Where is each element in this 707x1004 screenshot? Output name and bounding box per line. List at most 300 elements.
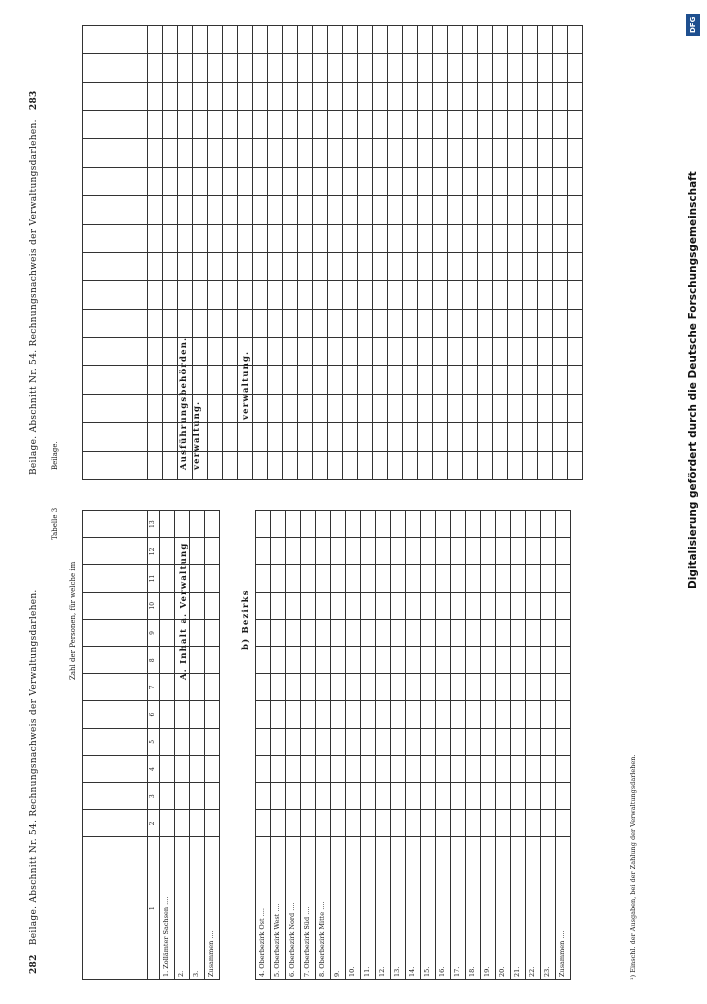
table-cell (406, 755, 421, 782)
table-cell (541, 728, 556, 755)
table-cell (388, 82, 403, 110)
table-cell (343, 167, 358, 195)
col-no: 7 (148, 674, 160, 701)
header-cell (83, 810, 148, 837)
table-cell (388, 451, 403, 479)
table-cell (421, 701, 436, 728)
table-cell (268, 281, 283, 309)
table-cell (496, 592, 511, 619)
table-row (148, 26, 163, 480)
table-cell (346, 511, 361, 538)
table-cell (328, 423, 343, 451)
table-cell (238, 253, 253, 281)
table-cell (343, 394, 358, 422)
table-cell (493, 281, 508, 309)
table-cell (418, 167, 433, 195)
col-no: 1 (148, 837, 160, 980)
table-cell (256, 511, 271, 538)
table-cell (448, 394, 463, 422)
table-cell (190, 728, 205, 755)
table-cell (433, 111, 448, 139)
table-cell (346, 674, 361, 701)
table-cell (418, 139, 433, 167)
table-cell (481, 565, 496, 592)
table-cell: 6. Oberbezirk Nord .... (286, 837, 301, 980)
table-cell (421, 755, 436, 782)
table-cell (553, 82, 568, 110)
table-cell (298, 224, 313, 252)
right-section-b: verwaltung. (192, 400, 202, 470)
table-cell (388, 309, 403, 337)
table-cell (83, 167, 148, 195)
table-cell (313, 309, 328, 337)
table-cell (403, 54, 418, 82)
table-cell (448, 224, 463, 252)
table-cell (160, 511, 175, 538)
table-cell (553, 111, 568, 139)
table-cell (418, 451, 433, 479)
table-cell (526, 674, 541, 701)
table-cell (313, 253, 328, 281)
table-cell (481, 755, 496, 782)
table-cell (568, 366, 583, 394)
col-no: 8 (148, 647, 160, 674)
table-cell (83, 338, 148, 366)
table-cell (190, 538, 205, 565)
table-cell (388, 196, 403, 224)
table-cell (466, 647, 481, 674)
table-cell (83, 111, 148, 139)
table-cell (343, 338, 358, 366)
table-cell (238, 281, 253, 309)
table-row (253, 26, 268, 480)
table-cell (526, 810, 541, 837)
table-cell (148, 54, 163, 82)
table-cell (328, 82, 343, 110)
table-cell (301, 810, 316, 837)
table-cell (346, 592, 361, 619)
table-cell (160, 728, 175, 755)
table-cell: 5. Oberbezirk West .... (271, 837, 286, 980)
table-cell (343, 451, 358, 479)
table-cell (331, 783, 346, 810)
table-cell (193, 111, 208, 139)
table-cell (538, 253, 553, 281)
table-cell (541, 701, 556, 728)
table-cell (316, 728, 331, 755)
table-row (205, 511, 220, 980)
table-cell (223, 338, 238, 366)
table-row (271, 511, 286, 980)
table-cell (523, 224, 538, 252)
table-cell (538, 167, 553, 195)
table-cell (253, 281, 268, 309)
table-cell (298, 423, 313, 451)
table-row (316, 511, 331, 980)
table-cell (313, 196, 328, 224)
table-cell (175, 511, 190, 538)
table-cell (205, 810, 220, 837)
table-cell (403, 423, 418, 451)
table-cell (83, 139, 148, 167)
table-cell (313, 26, 328, 54)
table-cell (256, 755, 271, 782)
table-cell (553, 451, 568, 479)
table-cell (286, 565, 301, 592)
table-cell (418, 111, 433, 139)
table-cell (403, 224, 418, 252)
dfg-watermark (683, 4, 705, 1004)
column-number-row (148, 511, 160, 980)
table-cell (208, 54, 223, 82)
table-cell (301, 701, 316, 728)
table-cell (493, 26, 508, 54)
table-cell (481, 674, 496, 701)
table-cell (523, 139, 538, 167)
table-cell (523, 338, 538, 366)
table-cell (163, 253, 178, 281)
table-row (496, 511, 511, 980)
table-cell (205, 755, 220, 782)
col-no: 3 (148, 783, 160, 810)
table-cell (478, 281, 493, 309)
left-table-b (255, 510, 571, 980)
table-cell (538, 26, 553, 54)
table-cell (238, 423, 253, 451)
table-cell (478, 423, 493, 451)
table-cell (175, 701, 190, 728)
table-cell (463, 196, 478, 224)
table-cell (205, 538, 220, 565)
table-cell (160, 701, 175, 728)
table-cell (541, 810, 556, 837)
table-cell (343, 309, 358, 337)
table-cell (418, 281, 433, 309)
table-cell (286, 674, 301, 701)
table-cell (523, 451, 538, 479)
table-cell (193, 167, 208, 195)
table-cell (343, 281, 358, 309)
header-right (30, 84, 40, 475)
table-cell (568, 281, 583, 309)
table-cell (328, 26, 343, 54)
table-cell (358, 366, 373, 394)
table-cell (418, 394, 433, 422)
table-cell (538, 394, 553, 422)
rotated-scan (30, 20, 660, 980)
table-cell (343, 224, 358, 252)
table-cell (301, 647, 316, 674)
table-cell (493, 82, 508, 110)
table-cell (478, 26, 493, 54)
table-cell (403, 281, 418, 309)
table-cell (481, 701, 496, 728)
table-cell (556, 701, 571, 728)
table-cell (298, 394, 313, 422)
table-cell (298, 26, 313, 54)
table-cell (556, 674, 571, 701)
table-cell (526, 565, 541, 592)
table-cell (205, 674, 220, 701)
table-cell (373, 366, 388, 394)
table-cell (331, 647, 346, 674)
table-cell (256, 538, 271, 565)
table-cell (316, 619, 331, 646)
table-cell (451, 647, 466, 674)
table-cell (83, 309, 148, 337)
table-cell (358, 82, 373, 110)
table-cell (463, 26, 478, 54)
table-cell (298, 338, 313, 366)
table-cell (148, 224, 163, 252)
table-cell (328, 394, 343, 422)
table-cell (448, 281, 463, 309)
table-cell (421, 728, 436, 755)
table-cell (238, 139, 253, 167)
table-cell (556, 592, 571, 619)
table-row (343, 26, 358, 480)
table-cell: 15. (421, 837, 436, 980)
table-cell (406, 728, 421, 755)
table-cell (493, 111, 508, 139)
table-cell (223, 423, 238, 451)
table-cell (331, 810, 346, 837)
table-cell (328, 309, 343, 337)
table-cell (83, 26, 148, 54)
table-cell (463, 423, 478, 451)
page-number-left: 282 (29, 954, 39, 974)
table-cell (478, 253, 493, 281)
table-cell (451, 674, 466, 701)
table-cell (331, 728, 346, 755)
table-cell (403, 82, 418, 110)
table-cell (421, 538, 436, 565)
table-cell (436, 701, 451, 728)
table-row (373, 26, 388, 480)
table-cell: 18. (466, 837, 481, 980)
table-cell (361, 619, 376, 646)
table-row (538, 26, 553, 480)
table-cell (496, 647, 511, 674)
table-cell (391, 592, 406, 619)
table-cell (478, 224, 493, 252)
table-cell (568, 82, 583, 110)
table-cell (403, 111, 418, 139)
table-cell (541, 565, 556, 592)
table-cell (418, 309, 433, 337)
table-cell (373, 139, 388, 167)
table-cell (205, 728, 220, 755)
table-cell (208, 139, 223, 167)
table-cell (568, 224, 583, 252)
table-cell (313, 224, 328, 252)
table-cell (373, 338, 388, 366)
table-row (190, 511, 205, 980)
header-cell (83, 783, 148, 810)
table-row (448, 26, 463, 480)
table-row (286, 511, 301, 980)
table-cell (346, 810, 361, 837)
table-cell (283, 281, 298, 309)
table-cell (316, 755, 331, 782)
header-cell (83, 647, 148, 674)
table-cell (511, 592, 526, 619)
table-cell (463, 139, 478, 167)
table-cell (508, 423, 523, 451)
table-cell (481, 619, 496, 646)
table-cell (271, 511, 286, 538)
table-cell (526, 728, 541, 755)
table-cell (538, 309, 553, 337)
table-cell (463, 253, 478, 281)
table-cell (373, 394, 388, 422)
table-cell (448, 423, 463, 451)
table-cell (313, 281, 328, 309)
table-cell (493, 366, 508, 394)
table-row (406, 511, 421, 980)
table-cell (406, 647, 421, 674)
table-cell (541, 755, 556, 782)
table-cell (148, 451, 163, 479)
table-cell (190, 565, 205, 592)
table-cell (328, 196, 343, 224)
table-cell (208, 111, 223, 139)
table-cell (496, 728, 511, 755)
table-cell (391, 647, 406, 674)
table-cell (361, 755, 376, 782)
table-cell (523, 366, 538, 394)
table-cell (511, 511, 526, 538)
table-cell (358, 139, 373, 167)
table-cell (175, 728, 190, 755)
table-cell (391, 565, 406, 592)
table-cell: 1. Zollämter Sachsen .... (160, 837, 175, 980)
table-cell (271, 619, 286, 646)
table-row (163, 26, 178, 480)
table-row (160, 511, 175, 980)
table-cell (193, 309, 208, 337)
table-cell (316, 701, 331, 728)
table-cell (283, 224, 298, 252)
table-cell (253, 394, 268, 422)
table-cell (463, 309, 478, 337)
table-cell (253, 423, 268, 451)
table-cell (406, 538, 421, 565)
table-cell (268, 338, 283, 366)
table-cell (373, 281, 388, 309)
table-cell (223, 394, 238, 422)
table-cell (478, 82, 493, 110)
table-cell: 4. Oberbezirk Ost .... (256, 837, 271, 980)
table-cell: 3. (190, 837, 205, 980)
table-cell (148, 281, 163, 309)
table-row (466, 511, 481, 980)
table-cell (328, 111, 343, 139)
table-cell (433, 366, 448, 394)
table-cell (343, 111, 358, 139)
header-left-title: Beilage. Abschnitt Nr. 54. Rechnungsnachweis der Verwaltungsdarlehen. (29, 589, 39, 946)
section-b-title: b) Bezirks (241, 589, 251, 650)
table-cell (301, 538, 316, 565)
table-cell (178, 309, 193, 337)
table-cell (448, 253, 463, 281)
table-cell (286, 810, 301, 837)
table-cell (388, 366, 403, 394)
table-cell (301, 565, 316, 592)
table-cell (316, 538, 331, 565)
table-cell (376, 619, 391, 646)
table-row (208, 26, 223, 480)
table-cell (403, 366, 418, 394)
table-cell (478, 139, 493, 167)
table-cell (83, 281, 148, 309)
header-cell (83, 619, 148, 646)
table-cell (376, 728, 391, 755)
table-cell (481, 511, 496, 538)
table-cell (493, 224, 508, 252)
table-cell (433, 82, 448, 110)
table-cell (346, 647, 361, 674)
table-cell (361, 538, 376, 565)
table-cell (346, 701, 361, 728)
table-cell (331, 674, 346, 701)
table-cell (328, 139, 343, 167)
table-cell (538, 366, 553, 394)
table-cell (523, 253, 538, 281)
table-cell (301, 755, 316, 782)
table-cell (193, 54, 208, 82)
table-cell (418, 253, 433, 281)
table-cell (253, 26, 268, 54)
table-cell (553, 338, 568, 366)
table-cell (271, 674, 286, 701)
table-cell (361, 674, 376, 701)
header-left (30, 589, 40, 980)
table-cell (160, 810, 175, 837)
table-cell (538, 111, 553, 139)
table-cell (178, 54, 193, 82)
table-cell (316, 783, 331, 810)
table-cell (421, 647, 436, 674)
table-cell (328, 451, 343, 479)
table-cell (343, 82, 358, 110)
header-cell (83, 728, 148, 755)
table-cell (271, 538, 286, 565)
table-cell (421, 511, 436, 538)
table-cell (208, 394, 223, 422)
table-cell (376, 538, 391, 565)
table-cell (436, 647, 451, 674)
table-cell (148, 338, 163, 366)
table-cell (568, 451, 583, 479)
table-cell (358, 253, 373, 281)
table-cell (190, 511, 205, 538)
table-cell (541, 592, 556, 619)
table-cell (253, 54, 268, 82)
table-cell (268, 394, 283, 422)
table-cell (523, 82, 538, 110)
table-cell (358, 394, 373, 422)
table-cell (481, 728, 496, 755)
table-cell (148, 82, 163, 110)
table-cell (331, 701, 346, 728)
header-right-title: Beilage. Abschnitt Nr. 54. Rechnungsnachweis der Verwaltungsdarlehen. (29, 119, 39, 475)
table-row (388, 26, 403, 480)
table-cell (388, 423, 403, 451)
table-cell (283, 451, 298, 479)
table-cell (448, 111, 463, 139)
table-cell (373, 167, 388, 195)
